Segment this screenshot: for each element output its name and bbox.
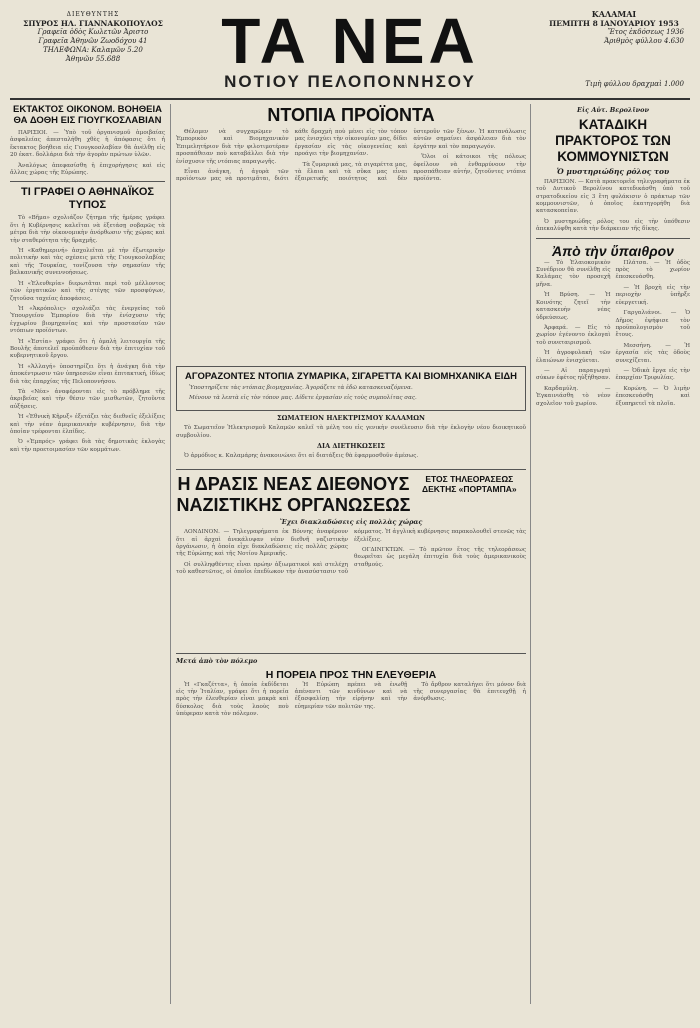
left-column: ΕΚΤΑΚΤΟΣ ΟΙΚΟΝΟΜ. ΒΟΗΘΕΙΑ ΘΑ ΔΟΘΗ ΕΙΣ ΓΙΟΥΓΚΟΣΛΑΒΙΑΝ ΠΑΡΙΣΙΟΙ. — Ὑπὸ τοῦ ὀργανισμοῦ ἀμοιβαίας ἀσφαλείας ἀπεσταλήθη χθὲς ἡ ἀπόφασις ὅτι ἡ ἔκτακτος βοήθεια εἰς Γιουγκοσλαβίαν θὰ ἀνέλθῃ εἰς 20 ἑκατ. δολλάρια διὰ τὴν ἀγορὰν πρώτων ὑλῶν. Ἀναλόγως ἀπεφασίσθη ἡ ἐπιχορήγησις καὶ εἰς ἄλλας χώρας τῆς Εὐρώπης. ΤΙ ΓΡΑΦΕΙ Ο ΑΘΗΝΑΪΚΟΣ ΤΥΠΟΣ Τὸ «Βῆμα» σχολιάζον ζήτημα τῆς ἡμέρας γράφει ὅτι ἡ Κυβέρνησις καλεῖται νὰ ἐξετάσῃ σοβαρῶς τὰ μέτρα διὰ τὴν οἰκονομικὴν ἀνόρθωσιν τῆς χώρας καὶ τὴν σταθερότητα τῆς δραχμῆς. Ἡ «Καθημερινή» ἀσχολεῖται μὲ τὴν ἐξωτερικὴν πολιτικὴν καὶ τὰς σχέσεις μετὰ τῆς Γιουγκοσλαβίας καὶ τῆς Τουρκίας, τονίζουσα τὴν σημασίαν τῆς βαλκανικῆς συνεννοήσεως. Ἡ «Ἐλευθερία» διερωτᾶται περὶ τοῦ μέλλοντος τῶν ἐργατικῶν καὶ τῆς στέγης τῶν προσφύγων, ζητοῦσα ταχείας ἀποφάσεις. Ἡ «Ἀκρόπολις» σχολιάζει τὰς ἐνεργείας τοῦ Ὑπουργείου Ἐμπορίου διὰ τὴν ἐνίσχυσιν τῆς ἐγχωρίου βιομηχανίας καὶ τὴν προστασίαν τῶν ντόπιων προϊόντων. Ἡ «Ἑστία» γράφει ὅτι ἡ ὁμαλὴ λειτουργία τῆς Βουλῆς ἀποτελεῖ προϋπόθεσιν διὰ τὴν ἐπιτυχίαν τοῦ κυβερνητικοῦ ἔργου. Ἡ «Ἀλλαγή» ὑποστηρίζει ὅτι ἡ ἀνάγκη διὰ τὴν ἀποκέντρωσιν τῶν ὑπηρεσιῶν εἶναι ἐπιτακτική, ἰδίως διὰ τὰς ἐπαρχίας τῆς Πελοποννήσου. Τὰ «Νέα» ἀναφέρονται εἰς τὸ πρόβλημα τῆς ἀκριβείας καὶ τὴν θέσιν τῶν μισθωτῶν, ζητοῦντα αὐξήσεις. Ἡ «Ἐθνικὴ Κῆρυξ» ἐξετάζει τὰς διεθνεῖς ἐξελίξεις καὶ τὴν νέαν ἀμερικανικὴν κυβέρνησιν, διὰ τὴν ὁποίαν τρέφονται ἐλπίδες. Ὁ «Ἐμπρός» γράφει διὰ τὰς δημοτικὰς ἐκλογὰς καὶ τὴν προετοιμασίαν τῶν κομμάτων.: [10, 104, 165, 453]
headline-nazi-organization: Η ΔΡΑΣΙΣ ΝΕΑΣ ΔΙΕΘΝΟΥΣ ΝΑΖΙΣΤΙΚΗΣ ΟΡΓΑΝΩΣΕΩΣ: [176, 473, 411, 515]
headline-freedom: Η ΠΟΡΕΙΑ ΠΡΟΣ ΤΗΝ ΕΛΕΥΘΕΡΙΑ: [265, 668, 437, 681]
headline-yugoslavia: ΕΚΤΑΚΤΟΣ ΟΙΚΟΝΟΜ. ΒΟΗΘΕΙΑ ΘΑ ΔΟΘΗ ΕΙΣ ΓΙΟΥΓΚΟΣΛΑΒΙΑΝ: [13, 104, 162, 126]
issue-date: ΠΕΜΠΤΗ 8 ΙΑΝΟΥΑΡΙΟΥ 1953: [549, 19, 679, 28]
masthead-right: [544, 10, 684, 46]
freedom-kicker: Μετά ἀπὸ τὸν πόλεμο: [176, 657, 258, 666]
freedom-article: Ἡ «Γκαζέττα», ἡ ὁποία ἐκδίδεται εἰς τὴν Ἰταλίαν, γράφει ὅτι ἡ πορεία πρὸς τὴν ἐλευθερίαν εἶναι μακρὰ καὶ δύσκολος διὰ τοὺς λαοὺς ποὺ ὑπέφεραν κατὰ τὸν πόλεμον. Ἡ Εὐρώπη πρέπει νὰ ἑνωθῇ ἀπέναντι τῶν κινδύνων καὶ νὰ ἐξασφαλίσῃ τὴν εἰρήνην καὶ τὴν εὐημερίαν τῶν πολιτῶν της. Τὸ ἄρθρον καταλήγει ὅτι μόνον διὰ τῆς συνεργασίας θὰ ἐπιτευχθῇ ἡ ἀνόρθωσις.: [176, 681, 526, 718]
office-line: ΤΗΛΕΦΩΝΑ: Καλαμῶν 5.20: [43, 46, 143, 54]
right-kicker: Εἰς Αὐτ. Βερολῖνον: [577, 106, 649, 114]
boxed-notice: ΑΓΟΡΑΖΟΝΤΕΣ ΝΤΟΠΙΑ ΖΥΜΑΡΙΚΑ, ΣΙΓΑΡΕΤΤΑ ΚΑΙ ΒΙΟΜΗΧΑΝΙΚΑ ΕΙΔΗ Ὑποστηρίζετε τὰς ντόπιας βιομηχανίας. Ἀγοράζετε τὰ ἐδῶ κατασκευαζόμενα. Μένουν τὰ λεπτὰ εἰς τὸν τόπον μας. Δίδετε ἐργασίαν εἰς τοὺς συμπολίτας σας.: [176, 366, 526, 411]
masthead: [10, 6, 690, 100]
column-divider: [170, 104, 171, 1004]
price: Τιμὴ φύλλου δραχμαὶ 1.000: [585, 80, 684, 88]
headline-communist-sub: Ὁ μυστηριώδης ρόλος του: [556, 167, 670, 177]
headline-union: ΣΩΜΑΤΕΙΟΝ ΗΛΕΚΤΡΙΣΜΟΥ ΚΑΛΑΜΩΝ: [277, 413, 425, 422]
headline-local-products: ΝΤΟΠΙΑ ΠΡΟΪΟΝΤΑ: [267, 105, 435, 125]
city: ΚΑΛΑΜΑΙ: [591, 9, 637, 19]
masthead-left: [18, 10, 168, 64]
newspaper-subtitle: ΝΟΤΙΟΥ ΠΕΛΟΠΟΝΝΗΣΟΥ: [224, 72, 476, 91]
headline-television: ΕΤΟΣ ΤΗΛΕΟΡΑΣΕΩΣ ΔΕΚΤΗΣ «ΠΟΡΤΑΜΠΑ»: [421, 473, 517, 494]
director-label: ΔΙΕΥΘΥΝΤΗΣ: [66, 11, 120, 18]
headline-buy-local: ΑΓΟΡΑΖΟΝΤΕΣ ΝΤΟΠΙΑ ΖΥΜΑΡΙΚΑ, ΣΙΓΑΡΕΤΤΑ ΚΑΙ ΒΙΟΜΗΧΑΝΙΚΑ ΕΙΔΗ: [184, 371, 518, 382]
right-column: Εἰς Αὐτ. Βερολῖνον ΚΑΤΑΔΙΚΗ ΠΡΑΚΤΟΡΟΣ ΤΩΝ ΚΟΜΜΟΥΝΙΣΤΩΝ Ὁ μυστηριώδης ρόλος του ΠΑΡΙΣΙΟΝ. — Κατὰ πρακτορεῖα τηλεγραφήματα ἐκ τοῦ Δυτικοῦ Βερολίνου κατεδικάσθη ὑπὸ τοῦ στρατοδικείου εἰς 3 ἔτη φυλάκισιν ὁ πράκτωρ τῶν κομμουνιστῶν, ὁ ὁποῖος ἐκατηγορήθη διὰ κατασκοπείαν. Ὁ μυστηριώδης ρόλος του εἰς τὴν ὑπόθεσιν ἀπεκαλύφθη κατὰ τὴν διάρκειαν τῆς δίκης. Ἀπὸ τὴν ὕπαιθρον — Τὸ Ἐλαιοκομικὸν Συνέδριον θὰ συνέλθῃ εἰς Καλάμας τὸν προσεχῆ μῆνα. Ἡ Βρύση. — Ἡ Κοινότης ζητεῖ τὴν κατασκευὴν νέας ὑδρεύσεως. Ἀρφαρά. — Εἰς τὸ χωρίον ἐγένοντο ἐκλογαὶ τοῦ συνεταιρισμοῦ. Ἡ ἀγροφυλακὴ τῶν ἐλαιώνων ἐνισχύεται. — Αἱ παραγωγαὶ σύκων ἐφέτος ηὐξήθησαν. Καρδαμύλη. — Ἐγκαινιάσθη τὸ νέον σχολεῖον τοῦ χωρίου. Πλάτσα. — Ἡ ὁδὸς πρὸς τὸ χωρίον ἐπεσκευάσθη. — Ἡ βροχὴ εἰς τὴν περιοχὴν ὑπῆρξε εὐεργετική. Γαργαλιάνοι. — Ὁ Δῆμος ἐψήφισε τὸν προϋπολογισμὸν τοῦ ἔτους. Μεσσήνη. — Ἡ ἐργασία εἰς τὰς ὁδοὺς συνεχίζεται. — Ὁδικὰ ἔργα εἰς τὴν ἐπαρχίαν Τριφυλίας. Κορώνη. — Ὁ λιμὴν ἐπεσκευάσθη καὶ ἐξυπηρετεῖ τὰ πλοῖα.: [536, 104, 690, 1014]
edition-line: Ἀριθμὸς φύλλου 4.630: [604, 37, 684, 45]
headline-communist-agent: ΚΑΤΑΔΙΚΗ ΠΡΑΚΤΟΡΟΣ ΤΩΝ ΚΟΜΜΟΥΝΙΣΤΩΝ: [555, 117, 671, 165]
newspaper-title: ΤΑ ΝΕΑ: [221, 5, 479, 77]
headline-press: ΤΙ ΓΡΑΦΕΙ Ο ΑΘΗΝΑΪΚΟΣ ΤΥΠΟΣ: [21, 186, 154, 212]
office-line: Γραφεῖα ὁδὸς Κωλετῶν Ἀριστο: [37, 28, 149, 36]
office-line: Γραφεῖα Ἀθηνῶν Ζωοδόχου 41: [38, 37, 148, 45]
headline-nazi-sub: Ἔχει διακλαδώσεις εἰς πολλὰς χώρας: [279, 517, 423, 526]
center-column: ΝΤΟΠΙΑ ΠΡΟΪΟΝΤΑ Θέλομεν νὰ συγχαρῶμεν τὸ Ἐμπορικὸν καὶ Βιομηχανικὸν Ἐπιμελητήριον διὰ τὴν φιλοτιμοτέραν προσπάθειαν ποὺ καταβάλλει διὰ τὴν ἐνίσχυσιν τῆς ντόπιας παραγωγῆς. Εἶναι ἀνάγκη, ἡ ἀγορὰ τῶν προϊόντων μας νὰ προτιμᾶται, διότι κάθε δραχμὴ ποὺ μένει εἰς τὸν τόπον μας ἐνισχύει τὴν οἰκονομίαν μας, δίδει ἐργασίαν εἰς τὰς οἰκογενείας καὶ προάγει τὴν βιομηχανίαν. Τὰ ζυμαρικά μας, τὰ σιγαρέττα μας, τὰ ἔλαια καὶ τὰ σῦκα μας εἶναι ἐξαιρετικῆς ποιότητος καὶ δὲν ὑστεροῦν τῶν ξένων. Ἡ κατανάλωσις αὐτῶν σημαίνει ἀσφάλειαν διὰ τὸν ἐργάτην καὶ τὸν παραγωγόν. Ὅλοι οἱ κάτοικοι τῆς πόλεως ὀφείλουν νὰ ἐνθαρρύνουν τὴν προσπάθειαν αὐτήν, ζητοῦντες ντόπια προϊόντα. ΑΓΟΡΑΖΟΝΤΕΣ ΝΤΟΠΙΑ ΖΥΜΑΡΙΚΑ, ΣΙΓΑΡΕΤΤΑ ΚΑΙ ΒΙΟΜΗΧΑΝΙΚΑ ΕΙΔΗ Ὑποστηρίζετε τὰς ντόπιας βιομηχανίας. Ἀγοράζετε τὰ ἐδῶ κατασκευαζόμενα. Μένουν τὰ λεπτὰ εἰς τὸν τόπον μας. Δίδετε ἐργασίαν εἰς τοὺς συμπολίτας σας. ΣΩΜΑΤΕΙΟΝ ΗΛΕΚΤΡΙΣΜΟΥ ΚΑΛΑΜΩΝ Τὸ Σωματεῖον Ἠλεκτρισμοῦ Καλαμῶν καλεῖ τὰ μέλη του εἰς γενικὴν συνέλευσιν διὰ τὴν ἐκλογὴν νέου διοικητικοῦ συμβουλίου. ΔΙΑ ΔΙΕΤΗΚΩΣΕΙΣ Ὁ ἀρμόδιος κ. Καλαμάρης ἀνακοινώνει ὅτι αἱ διατάξεις θὰ ἐφαρμοσθοῦν ἀμέσως. Η ΔΡΑΣΙΣ ΝΕΑΣ ΔΙΕΘΝΟΥΣ ΝΑΖΙΣΤΙΚΗΣ ΟΡΓΑΝΩΣΕΩΣ ΕΤΟΣ ΤΗΛΕΟΡΑΣΕΩΣ ΔΕΚΤΗΣ «ΠΟΡΤΑΜΠΑ» Ἔχει διακλαδώσεις εἰς πολλὰς χώρας ΛΟΝΔΙΝΟΝ. — Τηλεγραφήματα ἐκ Βόννης ἀναφέρουν ὅτι αἱ ἀρχαὶ ἀνεκάλυψαν νέαν διεθνῆ ναζιστικὴν ὀργάνωσιν, ἡ ὁποία εἶχε διακλαδώσεις εἰς πολλὰς χώρας τῆς Εὐρώπης καὶ τῆς Νοτίου Ἀμερικῆς. Οἱ συλληφθέντες εἶναι πρώην ἀξιωματικοὶ καὶ στελέχη τοῦ καθεστῶτος, οἱ ὁποῖοι ἐπεδίωκον τὴν ἀνασύστασιν τοῦ κόμματος. Ἡ ἀγγλικὴ κυβέρνησις παρακολουθεῖ στενῶς τὰς ἐξελίξεις. ΟΓΔΙΝΓΚΤΩΝ. — Τὸ πρῶτον ἔτος τῆς τηλεοράσεως θεωρεῖται ὡς μεγάλη ἐπιτυχία διὰ τοὺς ἀμερικανικοὺς σταθμούς. Μετά ἀπὸ τὸν πόλεμο Η ΠΟΡΕΙΑ ΠΡΟΣ ΤΗΝ ΕΛΕΥΘΕΡΙΑ Ἡ «Γκαζέττα», ἡ ὁποία ἐκδίδεται εἰς τὴν Ἰταλίαν, γράφει ὅτι ἡ πορεία πρὸς τὴν ἐλευθερίαν εἶναι μακρὰ καὶ δύσκολος διὰ τοὺς λαοὺς ποὺ ὑπέφεραν κατὰ τὸν πόλεμον. Ἡ Εὐρώπη πρέπει νὰ ἑνωθῇ ἀπέναντι τῶν κινδύνων καὶ νὰ ἐξασφαλίσῃ τὴν εἰρήνην καὶ τὴν εὐημερίαν τῶν πολιτῶν της. Τὸ ἄρθρον καταλήγει ὅτι μόνον διὰ τῆς συνεργασίας θὰ ἐπιτευχθῇ ἡ ἀνόρθωσις.: [176, 105, 526, 718]
director-name: ΣΠΥΡΟΣ ΗΛ. ΓΙΑΝΝΑΚΟΠΟΥΛΟΣ: [23, 19, 163, 28]
edition-line: Ἔτος ἐκδόσεως 1936: [607, 28, 684, 36]
nazi-article: ΛΟΝΔΙΝΟΝ. — Τηλεγραφήματα ἐκ Βόννης ἀναφέρουν ὅτι αἱ ἀρχαὶ ἀνεκάλυψαν νέαν διεθνῆ ναζιστικὴν ὀργάνωσιν, ἡ ὁποία εἶχε διακλαδώσεις εἰς πολλὰς χώρας τῆς Εὐρώπης καὶ τῆς Νοτίου Ἀμερικῆς. Οἱ συλληφθέντες εἶναι πρώην ἀξιωματικοὶ καὶ στελέχη τοῦ καθεστῶτος, οἱ ὁποῖοι ἐπεδίωκον τὴν ἀνασύστασιν τοῦ κόμματος. Ἡ ἀγγλικὴ κυβέρνησις παρακολουθεῖ στενῶς τὰς ἐξελίξεις. ΟΓΔΙΝΓΚΤΩΝ. — Τὸ πρῶτον ἔτος τῆς τηλεοράσεως θεωρεῖται ὡς μεγάλη ἐπιτυχία διὰ τοὺς ἀμερικανικοὺς σταθμούς.: [176, 529, 526, 576]
office-line: Ἀθηνῶν 55.688: [65, 55, 121, 63]
newspaper-page: [10, 6, 690, 1022]
column-divider: [530, 104, 531, 1004]
local-products-article: Θέλομεν νὰ συγχαρῶμεν τὸ Ἐμπορικὸν καὶ Βιομηχανικὸν Ἐπιμελητήριον διὰ τὴν φιλοτιμοτέραν προσπάθειαν ποὺ καταβάλλει διὰ τὴν ἐνίσχυσιν τῆς ντόπιας παραγωγῆς. Εἶναι ἀνάγκη, ἡ ἀγορὰ τῶν προϊόντων μας νὰ προτιμᾶται, διότι κάθε δραχμὴ ποὺ μένει εἰς τὸν τόπον μας ἐνισχύει τὴν οἰκονομίαν μας, δίδει ἐργασίαν εἰς τὰς οἰκογενείας καὶ προάγει τὴν βιομηχανίαν. Τὰ ζυμαρικά μας, τὰ σιγαρέττα μας, τὰ ἔλαια καὶ τὰ σῦκα μας εἶναι ἐξαιρετικῆς ποιότητος καὶ δὲν ὑστεροῦν τῶν ξένων. Ἡ κατανάλωσις αὐτῶν σημαίνει ἀσφάλειαν διὰ τὸν ἐργάτην καὶ τὸν παραγωγόν. Ὅλοι οἱ κάτοικοι τῆς πόλεως ὀφείλουν νὰ ἐνθαρρύνουν τὴν προσπάθειαν αὐτήν, ζητοῦντες ντόπια προϊόντα.: [176, 129, 526, 183]
headline-small: ΔΙΑ ΔΙΕΤΗΚΩΣΕΙΣ: [316, 442, 386, 451]
headline-countryside: Ἀπὸ τὴν ὕπαιθρον: [552, 242, 674, 259]
countryside-article: — Τὸ Ἐλαιοκομικὸν Συνέδριον θὰ συνέλθῃ εἰς Καλάμας τὸν προσεχῆ μῆνα. Ἡ Βρύση. — Ἡ Κοινότης ζητεῖ τὴν κατασκευὴν νέας ὑδρεύσεως. Ἀρφαρά. — Εἰς τὸ χωρίον ἐγένοντο ἐκλογαὶ τοῦ συνεταιρισμοῦ. Ἡ ἀγροφυλακὴ τῶν ἐλαιώνων ἐνισχύεται. — Αἱ παραγωγαὶ σύκων ἐφέτος ηὐξήθησαν. Καρδαμύλη. — Ἐγκαινιάσθη τὸ νέον σχολεῖον τοῦ χωρίου. Πλάτσα. — Ἡ ὁδὸς πρὸς τὸ χωρίον ἐπεσκευάσθη. — Ἡ βροχὴ εἰς τὴν περιοχὴν ὑπῆρξε εὐεργετική. Γαργαλιάνοι. — Ὁ Δῆμος ἐψήφισε τὸν προϋπολογισμὸν τοῦ ἔτους. Μεσσήνη. — Ἡ ἐργασία εἰς τὰς ὁδοὺς συνεχίζεται. — Ὁδικὰ ἔργα εἰς τὴν ἐπαρχίαν Τριφυλίας. Κορώνη. — Ὁ λιμὴν ἐπεσκευάσθη καὶ ἐξυπηρετεῖ τὰ πλοῖα.: [536, 259, 690, 407]
